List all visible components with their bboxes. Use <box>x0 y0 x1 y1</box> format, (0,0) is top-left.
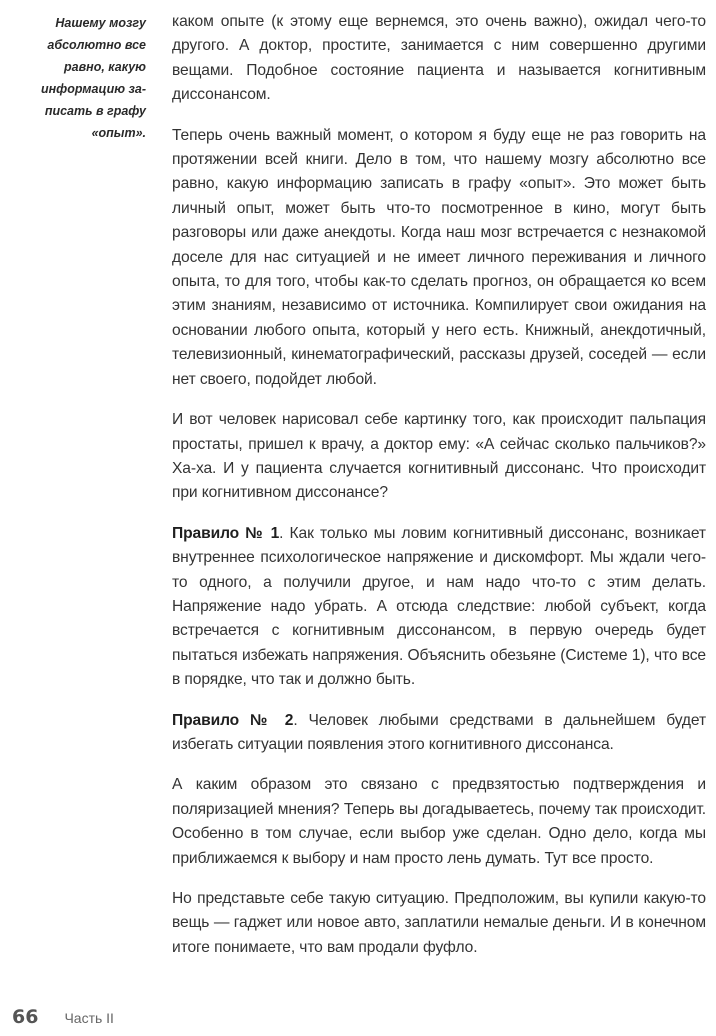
part-label: Часть II <box>64 1010 114 1026</box>
body-text <box>172 10 706 976</box>
page-number: 66 <box>12 1006 39 1028</box>
paragraph: каком опыте (к этому еще вернемся, это очень важно), ожидал чего-то другого. А доктор, простите, занимается с ним совершенно другими вещами. Подобное состояние пациента и называется когнитивным диссонансом. <box>172 13 706 104</box>
paragraph: Теперь очень важный момент, о котором я буду еще не раз говорить на протяжении всей книги. Дело в том, что нашему мозгу абсолютно все равно, какую информацию записать в графу «опыт». Это может быть личный опыт, может быть что-то посмотренное в кино, могут быть разговоры или даже анекдоты. Когда наш мозг встречается с незнакомой доселе для нас ситуацией и не имеет личного переживания и личного опыта, то для того, чтобы как-то сделать прогноз, он обращается ко всем этим знаниям, независимо от источника. Компилирует свои ожидания на основании любого опыта, который у него есть. Книжный, анекдотичный, телевизионный, кинематографический, рассказы друзей, соседей — если нет своего, подойдет любой. <box>172 126 706 388</box>
rule-1-heading: Правило № 1 <box>172 524 280 542</box>
paragraph: И вот человек нарисовал себе картинку того, как происходит пальпация простаты, пришел к врачу, а доктор ему: «А сейчас сколько пальчиков?» Ха-ха. И у пациента случается когнитивный диссонанс. Что происходит при когнитивном диссонансе? <box>172 411 706 502</box>
paragraph: А каким образом это связано с предвзятостью подтверждения и поляризацией мнения? Теперь вы догадываетесь, почему так происходит. Особенно в том случае, если выбор уже сделан. Одно дело, когда мы приближаемся к выбору и нам просто лень думать. Тут все просто. <box>172 776 706 867</box>
rule-2-text: . Человек любыми средствами в дальнейшем будет избегать ситуации появления этого когнитивного диссонанса. <box>172 711 706 753</box>
margin-note: Нашему мозгу абсолютно все равно, какую информацию записать в графу «опыт». <box>40 16 146 140</box>
rule-2-heading: Правило № 2 <box>172 711 294 729</box>
page-footer <box>12 1006 114 1030</box>
paragraph <box>172 522 706 693</box>
rule-1-text: . Как только мы ловим когнитивный диссонанс, возникает внутреннее психологическое напряжение и дискомфорт. Мы ждали чего-то одного, а получили другое, и нам надо что-то с этим делать. Напряжение надо убрать. А отсюда следствие: любой субъект, когда встречается с когнитивным диссонансом, в первую очередь будет пытаться избежать напряжения. Объяснить обезьяне (Системе 1), что все в порядке, что так и должно быть. <box>172 524 706 689</box>
paragraph <box>172 709 706 758</box>
paragraph: Но представьте себе такую ситуацию. Предположим, вы купили какую-то вещь — гаджет или новое авто, заплатили немалые деньги. И в конечном итоге понимаете, что вам продали фуфло. <box>172 890 706 956</box>
